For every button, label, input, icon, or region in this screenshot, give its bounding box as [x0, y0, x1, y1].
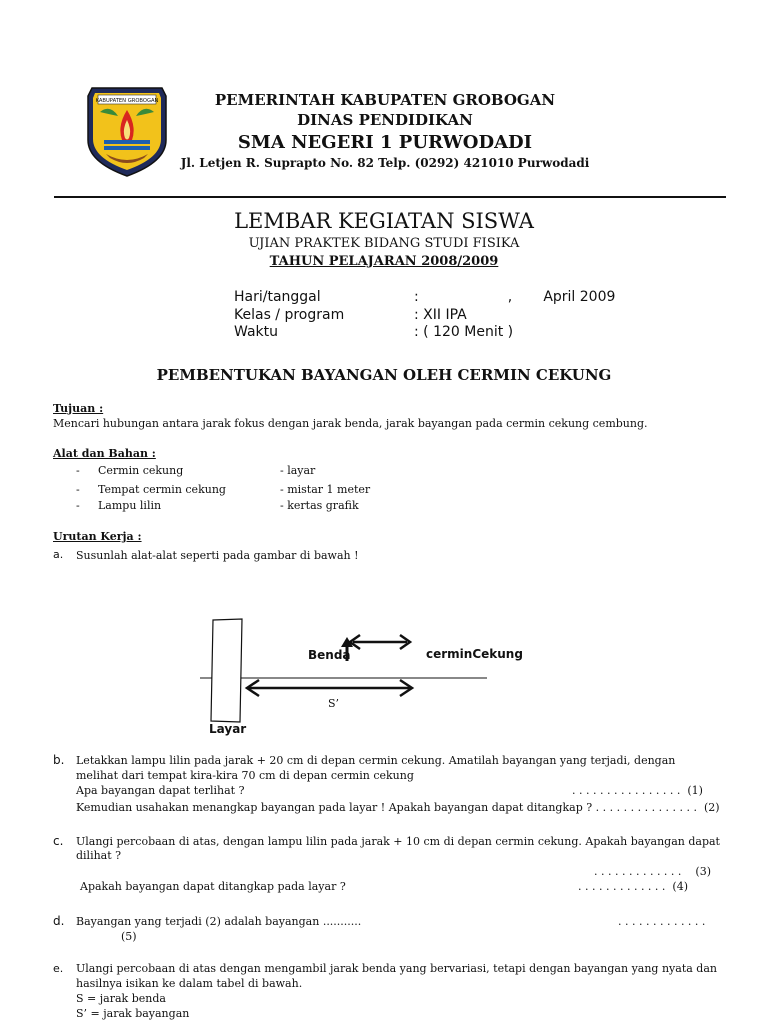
step-b-marker: b. [53, 753, 65, 767]
answer-blank-5-dots: . . . . . . . . . . . . . [618, 915, 706, 928]
alat-item: - kertas grafik [280, 499, 359, 512]
step-b-line2: melihat dari tempat kira-kira 70 cm di depan cermin cekung [76, 769, 414, 782]
exam-subtitle: UJIAN PRAKTEK BIDANG STUDI FISIKA [248, 236, 520, 251]
step-b-question1: Apa bayangan dapat terlihat ? [76, 784, 245, 797]
tujuan-heading: Tujuan : [53, 402, 104, 415]
header-government: PEMERINTAH KABUPATEN GROBOGAN [214, 91, 556, 109]
answer-blank-1: . . . . . . . . . . . . . . . . (1) [572, 784, 703, 797]
definition-s-prime: S’ = jarak bayangan [76, 1007, 190, 1020]
label-benda: Benda [308, 648, 351, 662]
urutan-heading: Urutan Kerja : [53, 530, 142, 543]
answer-blank-4: . . . . . . . . . . . . . (4) [578, 880, 688, 893]
label-s-prime: S’ [328, 697, 340, 710]
step-c-marker: c. [53, 834, 64, 848]
step-c-line1: Ulangi percobaan di atas, dengan lampu lilin pada jarak + 10 cm di depan cermin cekung. Apakah bayangan dapat [76, 835, 720, 848]
step-d-text: Bayangan yang terjadi (2) adalah bayangan ........... [76, 915, 362, 928]
alat-item: Tempat cermin cekung [98, 483, 226, 496]
answer-number-5: (5) [121, 930, 137, 943]
alat-item: Cermin cekung [98, 464, 184, 477]
screen-shape [211, 619, 242, 722]
alat-item: Lampu lilin [98, 499, 162, 512]
step-e-line2: hasilnya isikan ke dalam tabel di bawah. [76, 977, 303, 990]
academic-year: TAHUN PELAJARAN 2008/2009 [269, 254, 499, 269]
step-c-question4: Apakah bayangan dapat ditangkap pada layar ? [80, 880, 346, 893]
info-value-time: : ( 120 Menit ) [414, 324, 514, 340]
step-a-marker: a. [53, 548, 64, 561]
info-value-class: : XII IPA [414, 307, 467, 323]
sheet-title: LEMBAR KEGIATAN SISWA [234, 209, 534, 233]
info-label-class: Kelas / program [234, 307, 345, 323]
experiment-title: PEMBENTUKAN BAYANGAN OLEH CERMIN CEKUNG [156, 366, 612, 384]
step-e-marker: e. [53, 962, 64, 975]
logo-lettering: KABUPATEN GROBOGAN [95, 98, 159, 104]
label-cermin: cerminCekung [426, 647, 523, 661]
answer-blank-3: . . . . . . . . . . . . . (3) [594, 865, 711, 878]
step-b-line1: Letakkan lampu lilin pada jarak + 20 cm di depan cermin cekung. Amatilah bayangan yang terjadi, dengan [76, 754, 676, 767]
step-b-question2: Kemudian usahakan menangkap bayangan pada layar ! Apakah bayangan dapat ditangkap ? . . . . . . . . . . . . . . . (2) [76, 801, 720, 814]
label-layar: Layar [209, 722, 247, 736]
alat-bullet: - [76, 483, 80, 496]
step-a-text: Susunlah alat-alat seperti pada gambar di bawah ! [76, 549, 359, 562]
info-value-date: : , April 2009 [414, 289, 616, 305]
alat-bullet: - [76, 464, 80, 477]
header-department: DINAS PENDIDIKAN [297, 111, 473, 129]
definition-s: S = jarak benda [76, 992, 166, 1005]
alat-item: - mistar 1 meter [280, 483, 371, 496]
header-divider [54, 196, 726, 198]
step-d-marker: d. [53, 914, 65, 928]
alat-bullet: - [76, 499, 80, 512]
step-e-line1: Ulangi percobaan di atas dengan mengambil jarak benda yang bervariasi, tetapi dengan bayangan yang nyata dan [76, 962, 717, 975]
info-label-time: Waktu [234, 324, 278, 340]
alat-heading: Alat dan Bahan : [53, 447, 156, 460]
step-c-line2: dilihat ? [76, 849, 122, 862]
info-label-date: Hari/tanggal [234, 289, 321, 305]
alat-item: - layar [280, 464, 316, 477]
header-address: Jl. Letjen R. Suprapto No. 82 Telp. (0292) 421010 Purwodadi [180, 156, 590, 170]
tujuan-text: Mencari hubungan antara jarak fokus dengan jarak benda, jarak bayangan pada cermin cekung cembung. [53, 417, 648, 430]
header-school: SMA NEGERI 1 PURWODADI [237, 132, 533, 153]
